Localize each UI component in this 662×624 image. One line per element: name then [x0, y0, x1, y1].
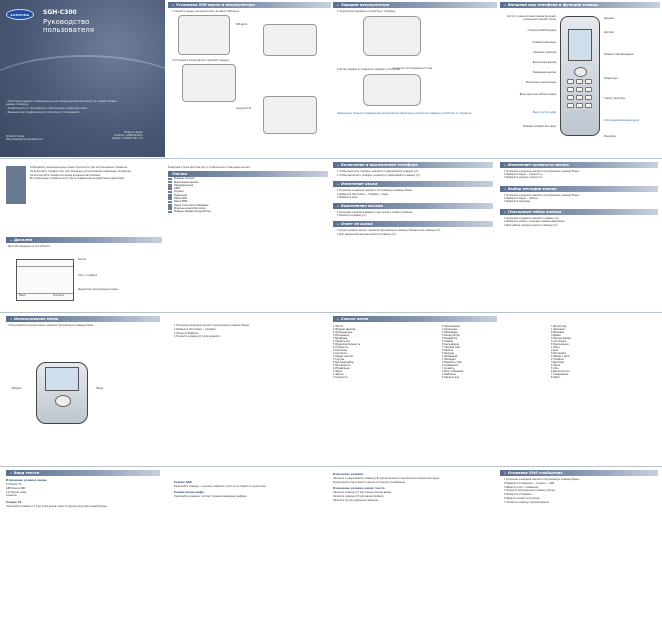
menu-list-item: 2 Новый контакт	[333, 355, 354, 358]
menu-list-item: 6 Сообщения	[442, 364, 458, 367]
section-header: » Внешний вид телефона и функции клавиш	[500, 2, 660, 8]
section-header: » Ответ на вызов	[333, 221, 493, 227]
section-header: » Зарядка аккумулятора	[333, 2, 497, 8]
section-header: » Включение и выключение телефона	[333, 162, 493, 168]
menu-list-section	[333, 316, 658, 379]
menu-list-item: 5 Таймер	[442, 340, 454, 343]
battery-icon	[168, 211, 172, 214]
menu-list-item: 2 Закладки	[442, 358, 456, 361]
menu-list-item: 5 Состояние	[551, 340, 566, 343]
menu-list-item: 4 Удалить все	[442, 376, 459, 379]
section-header: » Изменение языка	[333, 181, 493, 187]
cover-footer-right: Printed in Korea Code No.: GH68-XXXXXA Russian. 11/2006. Rev. 1.0	[112, 131, 143, 141]
volume-section: » Изменение громкости звонка 1 В режиме ожидания нажмите программную клавишу Меню. 2 Выберите Звуки → Громкость. 3 Выберите уровень громкости. » Выбор мелодии звонка 1 В режиме ожидания нажмите программную клавишу Меню. 2 Выберите Звуки → Звонок. 3 Выберите мелодию. » Повторный набор номера 1 В режиме ожидания нажмите клавишу [✆]. 2 Выберите номер с помощью клавиш вверх/вниз. 3 Для набора номера нажмите клавишу [✆].	[500, 162, 658, 227]
section-header: » Выполнение вызова	[333, 203, 493, 209]
sms-section: » Отправка SMS-сообщения 1 В режиме ожидания нажмите программную клавишу Меню. 2 Выберите Сообщения → Создать → SMS. 3 Введите текст сообщения. 4 Нажмите программную клавишу Опции. 5 Выберите Отправить. 6 Введите номер получателя. 7 Нажмите клавишу подтверждения.	[500, 470, 658, 505]
roaming-icon	[168, 191, 172, 194]
menu-list-item: 4 Приложения	[442, 325, 460, 328]
menu-list-item: 4 Конвертер	[442, 337, 458, 340]
signal-icon	[168, 178, 172, 181]
nav-key	[55, 395, 71, 407]
menu-list-item: 5 Браузер	[442, 352, 455, 355]
sim-illustration	[178, 15, 230, 55]
menu-list-column	[551, 325, 646, 379]
icon-row: Уровень заряда аккумулятора	[168, 210, 328, 213]
menu-list-item: 3 Дисплей	[551, 361, 564, 364]
menu-list-item: 2 Мои сообщения	[442, 370, 464, 373]
sms-icon	[168, 197, 172, 200]
menu-list-column	[333, 325, 428, 379]
icon-row: Включен режим без звука	[168, 207, 328, 210]
menu-list-item: 7 Часовой пояс	[442, 346, 461, 349]
phone-section: » Внешний вид телефона и функции клавиш Доступ к меню или выполнение функций, указанных в нижней строке Открытие WAP-браузера Клавиши навигации Удаление символов Выполнение вызова Завершение вызова Включение и выключение Ввод паузы при наборе номера Ввод текста и цифр Клавиша профиля без звука Динамик Дисплей Клавиша подтверждения Клавиатура Гнездо гарнитуры Отключение/включение звука Микрофон	[500, 2, 660, 154]
display-illustration: Меню Контакты	[16, 259, 74, 301]
voicemail-icon	[168, 204, 172, 207]
gprs-icon	[168, 187, 172, 190]
text-section: » Ввод текста Изменение режима ввода T9 Режим T9 АБВ Режим АБВ 123 Режим цифр Символы Режим T9 Нажимайте клавиши от 2 до 9 для ввода слова по одному разу для каждой буквы. Режим АБВ Нажимайте клавишу с нужным символом, пока он не появится на дисплее. Режим ввода цифр Нажимайте клавиши, соответствующие вводимым цифрам.	[6, 471, 267, 508]
menu-steps: 1 В режиме ожидания нажмите программную клавишу Меню. 2 Выберите Настройки → Телефон. 3 Нажмите Выбрать. 4 Нажмите клавишу [C] для возврата.	[174, 324, 250, 339]
menu-list-item: 4 Звуки	[551, 364, 561, 367]
menu-list-item: 2 Журнал звонков	[333, 328, 356, 331]
menu-list-item: 5 Моя визитка	[333, 364, 351, 367]
cover-panel	[0, 0, 165, 157]
menu-list-item: 2 Громкость	[333, 376, 348, 379]
menu-list-item: 6 Управление	[333, 367, 350, 370]
cover-swoosh	[0, 55, 190, 127]
menu-list-item: 2 Java	[551, 349, 559, 352]
battery-illustration	[263, 24, 317, 56]
menu-list-item: 7 Диспетчер	[551, 325, 567, 328]
forward-icon	[168, 184, 172, 187]
menu-list-item: 6 Стоимость	[333, 346, 349, 349]
menu-list-item: 9 Настройки	[551, 352, 567, 355]
menu-list-item: 1 SIM AT	[333, 325, 343, 328]
menu-list-column	[442, 325, 537, 379]
menu-list-item: 3 Видео	[551, 334, 561, 337]
menu-list-item: 3 Контакты	[333, 349, 348, 352]
icon-row: GPRS	[168, 187, 328, 190]
section-header: » Изменение громкости звонка	[500, 162, 658, 168]
phone-screen	[568, 29, 592, 61]
menu-list-item: 8 Сброс	[551, 376, 561, 379]
menu-list-columns	[333, 325, 658, 379]
icon-row: Уровень сигнала	[168, 177, 328, 180]
section-header: » Повторный набор номера	[500, 209, 658, 215]
profile-section: Изменение режима Нажмите и удерживайте клавишу [#] для включения и выключения режима без звука. В режиме без звука вместо звонка используется вибрация. Изменение режима ввода текста Нажмите клавишу [*] для смены режима ввода. Нажмите клавишу [0] для ввода пробела. Нажмите [C] для удаления символов.	[333, 472, 440, 502]
section-header: » Дисплей	[6, 237, 162, 243]
section-header: » Ввод текста	[6, 470, 160, 476]
nav-key	[574, 67, 587, 77]
menu-phone-illustration	[36, 362, 88, 424]
menu-list-item: 8 Приложения	[551, 343, 569, 346]
section-header: » Список меню	[333, 316, 497, 322]
icons-section: В верхней строке дисплея могут отображаться следующие значки. Значки Уровень сигнала Выполнение вызова Переадресация GPRS Роуминг Будильник Новое SMS Новое MMS Новое голосовое сообщение Включен режим без звука Уровень заряда аккумулятора	[168, 166, 328, 213]
icons-table-header: Значки	[168, 171, 328, 177]
menu-list-item: 4 Удалить все	[333, 340, 350, 343]
section-header: » Установка SIM-карты и аккумулятора	[168, 2, 331, 8]
divider	[0, 466, 662, 467]
icon-row: Будильник	[168, 194, 328, 197]
menu-list-item: 1 Время и дата	[551, 355, 570, 358]
model-name: SGH-C300	[43, 9, 77, 16]
icon-row: Переадресация	[168, 184, 328, 187]
menu-list-item: 2 Календарь	[442, 331, 458, 334]
menu-list-item: 1 Контакты	[333, 352, 348, 355]
menu-list-item: 7 Соединение	[551, 373, 569, 376]
cover-close-illustration	[263, 96, 317, 134]
menu-section: » Использование меню Чтобы перейти в режим меню, нажмите программную клавишу Меню. Выбрать Назад 1 В режиме ожидания нажмите программную клавишу Меню. 2 Выберите Настройки → Телефон. 3 Нажмите Выбрать. 4 Нажмите клавишу [C] для возврата.	[6, 316, 326, 327]
menu-list-item: 4 Звуки	[333, 370, 343, 373]
cover-notes: • Некоторые сведения, приведенные в настоящем руководстве, могут не соответствовать вашему телефону. • В зависимости от программного обеспечения и оператора связи. • Внешний вид телефона может отличаться от показанного.	[6, 100, 118, 114]
unplug-illustration	[363, 74, 421, 106]
section-header: » Отправка SMS-сообщения	[500, 470, 658, 476]
menu-list-item: 3 Шаблоны	[442, 373, 456, 376]
menu-list-item: 8 Память	[442, 349, 454, 352]
icon-row: Новое MMS	[168, 200, 328, 203]
menu-list-item: 1 Пропущенные	[333, 331, 353, 334]
menu-list-item: 2 Исходящие	[333, 334, 349, 337]
menu-list-item: 2 Телефон	[551, 358, 564, 361]
cover-footer-left: Printed in Korea http://www.samsungmobile.com	[6, 135, 44, 142]
menu-list-item: 1 Домашний	[442, 355, 458, 358]
alarm-icon	[168, 194, 172, 197]
menu-list-item: 6 Безопасность	[551, 370, 570, 373]
section-header: » Выбор мелодии звонка	[500, 186, 658, 192]
menu-list-item: 6 Секундомер	[442, 343, 460, 346]
charger-illustration	[363, 16, 421, 56]
menu-list-item: 1 Звонок	[333, 373, 344, 376]
silent-icon	[168, 207, 172, 210]
menu-list-item: 3 Перейти к URL	[442, 361, 462, 364]
power-section: » Включение и выключение телефона 1 Чтобы включить телефон, нажмите и удерживайте клавишу [⏻]. 2 Чтобы выключить телефон, нажмите и удерживайте клавишу [⏻]. » Изменение языка 1 В режиме ожидания нажмите программную клавишу Меню. 2 Выберите Настройки → Телефон → Язык. 3 Выберите язык. » Выполнение вызова 1 В режиме ожидания введите код города и номер телефона. 2 Нажмите клавишу [✆]. » Ответ на вызов 1 Когда телефон звонит, нажмите программную клавишу Принять или клавишу [✆]. 2 Для завершения вызова нажмите клавишу [⏻].	[333, 162, 493, 236]
icon-row: Новое голосовое сообщение	[168, 204, 328, 207]
manual-title: Руководство пользователя	[43, 18, 94, 34]
section-header: » Использование меню	[6, 316, 160, 322]
divider	[0, 158, 662, 159]
menu-list-item: 2 Мелодии	[551, 331, 565, 334]
battery-insert-illustration	[182, 64, 236, 102]
intro-block: Соблюдайте указанные меры предосторожности при использовании телефона. Не включайте телефон там, где запрещено использование мобильных телефонов. Не используйте телефон во время вождения автомобиля. Все мобильные телефоны могут быть подвержены воздействию радиопомех.	[6, 166, 162, 181]
sim-section: » Установка SIM-карты и аккумулятора 1 Снимите крышку аккумулятора и вставьте SIM-карту. SIM-карта 2 Установите аккумулятор и закройте крышку. Аккумулятор	[168, 2, 331, 102]
menu-list-item: 1 Будильник	[442, 328, 458, 331]
menu-list-item: 5 Сеть	[551, 367, 559, 370]
menu-list-item: 3 Калькулятор	[442, 334, 460, 337]
mms-icon	[168, 201, 172, 204]
side-tab	[6, 166, 26, 204]
divider	[0, 312, 662, 313]
menu-list-item: 4 Быстрый набор	[333, 361, 354, 364]
menu-list-item: 3 Группы	[333, 358, 345, 361]
menu-list-item: 1 Создать	[442, 367, 455, 370]
phone-illustration	[560, 16, 600, 136]
samsung-logo: SAMSUNG	[6, 9, 34, 20]
menu-list-item: 5 Продолжительность	[333, 343, 361, 346]
menu-list-item: 4 Прочие файлы	[551, 337, 571, 340]
icon-row: Выполнение вызова	[168, 181, 328, 184]
display-section: » Дисплей Дисплей разделен на три области. Меню Контакты Значки Текст и графика Индикаторы программных клавиш	[6, 237, 162, 248]
menu-list-item: 3 Входящие	[333, 337, 348, 340]
icon-row: Роуминг	[168, 190, 328, 193]
menu-list-item: 1 Картинки	[551, 328, 565, 331]
charge-section: » Зарядка аккумулятора 1 Подключите зарядное устройство к телефону. К розетке сети переменного тока 2 После зарядки отсоедините зарядное устройство. Примечание. Перед отсоединением аккумулятора обязательно отключите зарядное устройство от телефона.	[333, 2, 497, 116]
icon-row: Новое SMS	[168, 197, 328, 200]
menu-list-item: 1 Игры	[551, 346, 560, 349]
